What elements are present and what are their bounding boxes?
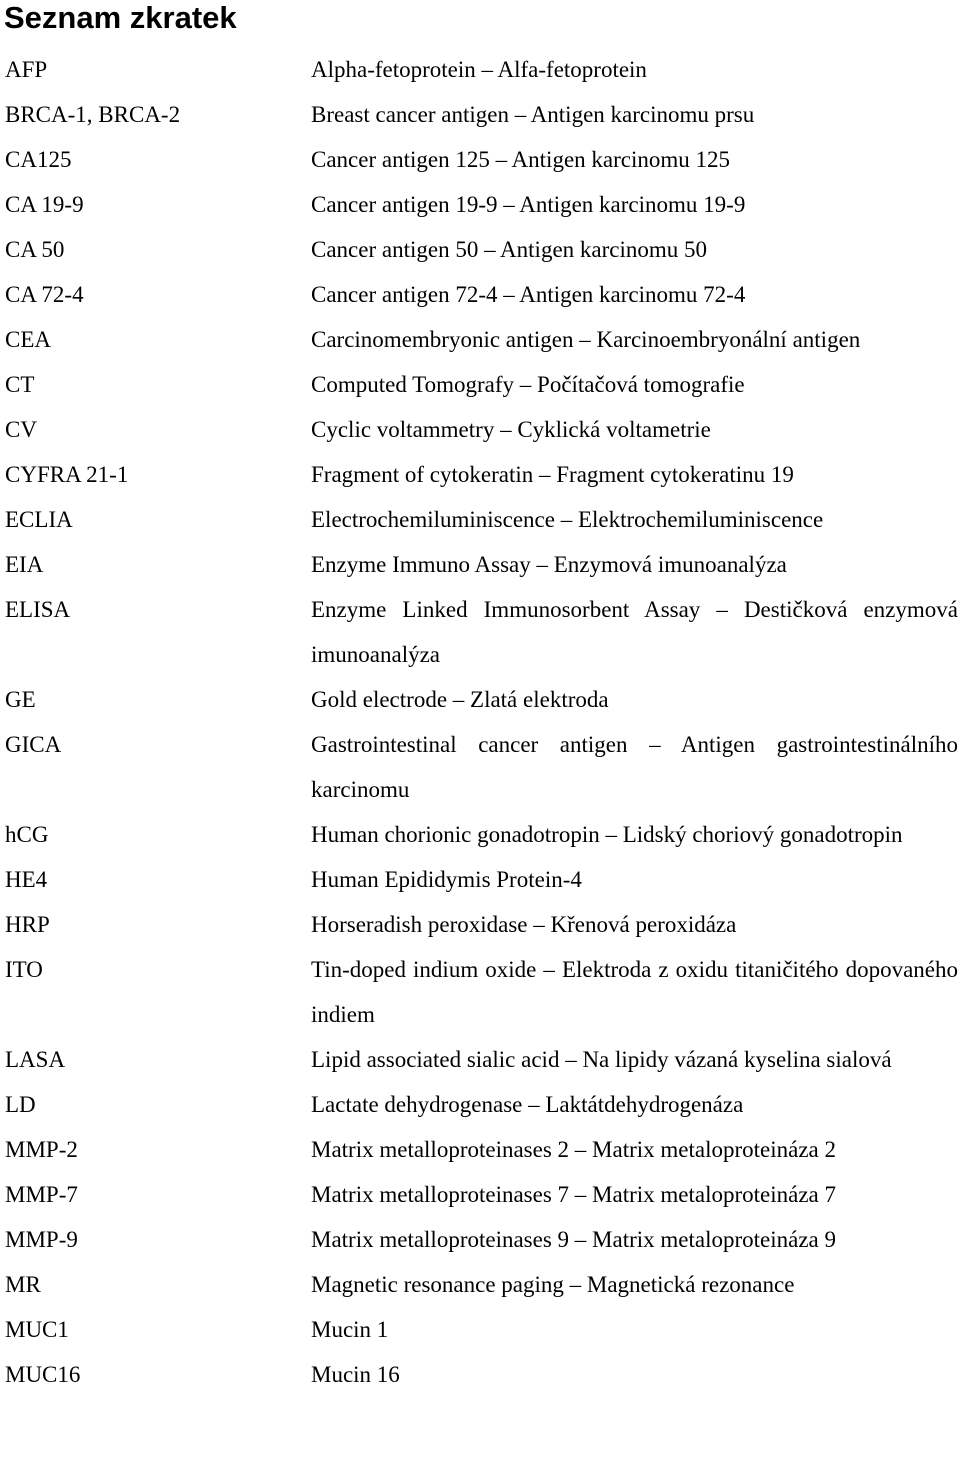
- abbreviation-entry: [0, 452, 960, 497]
- abbreviation-term: AFP: [5, 57, 48, 82]
- abbreviation-entry: [0, 812, 960, 857]
- abbreviation-entry: [0, 1262, 960, 1307]
- abbreviation-term: CA125: [5, 147, 72, 172]
- abbreviation-entry: [0, 497, 960, 542]
- abbreviation-definition: Enzyme Linked Immunosorbent Assay – Destičková enzymová imunoanalýza: [311, 597, 958, 667]
- abbreviation-entry: [0, 1217, 960, 1262]
- abbreviation-term: LD: [5, 1092, 36, 1117]
- abbreviation-definition: Matrix metalloproteinases 2 – Matrix metaloproteináza 2: [311, 1137, 837, 1162]
- abbreviation-definition: Mucin 1: [311, 1317, 389, 1342]
- abbreviation-term: GICA: [5, 732, 62, 757]
- abbreviation-definition: Matrix metalloproteinases 9 – Matrix metaloproteináza 9: [311, 1227, 837, 1252]
- abbreviation-term: MUC1: [5, 1317, 69, 1342]
- abbreviation-entry: [0, 542, 960, 587]
- abbreviation-definition: Cyclic voltammetry – Cyklická voltametrie: [311, 417, 711, 442]
- abbreviation-entry: [0, 1172, 960, 1217]
- abbreviation-definition: Matrix metalloproteinases 7 – Matrix metaloproteináza 7: [311, 1182, 837, 1207]
- abbreviation-definition: Human Epididymis Protein-4: [311, 867, 582, 892]
- abbreviation-term: CA 19-9: [5, 192, 84, 217]
- abbreviation-entry: [0, 1082, 960, 1127]
- abbreviation-entry: [0, 587, 960, 677]
- abbreviation-definition: Fragment of cytokeratin – Fragment cytokeratinu 19: [311, 462, 794, 487]
- abbreviation-term: EIA: [5, 552, 44, 577]
- abbreviation-entry: [0, 47, 960, 92]
- abbreviation-definition: Lipid associated sialic acid – Na lipidy vázaná kyselina sialová: [311, 1047, 892, 1072]
- abbreviation-entry: [0, 92, 960, 137]
- abbreviation-term: HRP: [5, 912, 50, 937]
- abbreviation-term: ITO: [5, 957, 43, 982]
- abbreviation-term: CA 50: [5, 237, 65, 262]
- abbreviation-list: [0, 47, 960, 1397]
- abbreviation-definition: Cancer antigen 125 – Antigen karcinomu 125: [311, 147, 731, 172]
- abbreviation-definition: Gastrointestinal cancer antigen – Antigen gastrointestinálního karcinomu: [311, 732, 958, 802]
- abbreviation-entry: [0, 1352, 960, 1397]
- abbreviation-entry: [0, 182, 960, 227]
- abbreviation-entry: [0, 272, 960, 317]
- abbreviation-term: MMP-7: [5, 1182, 78, 1207]
- abbreviation-definition: Mucin 16: [311, 1362, 400, 1387]
- abbreviation-definition: Alpha-fetoprotein – Alfa-fetoprotein: [311, 57, 647, 82]
- abbreviation-definition: Cancer antigen 50 – Antigen karcinomu 50: [311, 237, 708, 262]
- abbreviation-definition: Human chorionic gonadotropin – Lidský choriový gonadotropin: [311, 822, 903, 847]
- abbreviation-entry: [0, 857, 960, 902]
- abbreviation-definition: Gold electrode – Zlatá elektroda: [311, 687, 609, 712]
- abbreviation-term: hCG: [5, 822, 49, 847]
- abbreviation-entry: [0, 407, 960, 452]
- abbreviation-definition: Breast cancer antigen – Antigen karcinomu prsu: [311, 102, 755, 127]
- abbreviation-term: CA 72-4: [5, 282, 84, 307]
- abbreviation-term: ELISA: [5, 597, 71, 622]
- abbreviation-definition: Tin-doped indium oxide – Elektroda z oxidu titaničitého dopovaného indiem: [311, 957, 958, 1027]
- abbreviation-definition: Cancer antigen 72-4 – Antigen karcinomu 72-4: [311, 282, 746, 307]
- abbreviation-term: MMP-2: [5, 1137, 78, 1162]
- abbreviation-entry: [0, 1037, 960, 1082]
- page-title: Seznam zkratek: [4, 0, 237, 35]
- abbreviation-term: CT: [5, 372, 35, 397]
- abbreviation-entry: [0, 362, 960, 407]
- abbreviation-entry: [0, 902, 960, 947]
- abbreviation-term: GE: [5, 687, 36, 712]
- abbreviation-term: CEA: [5, 327, 51, 352]
- abbreviation-entry: [0, 677, 960, 722]
- abbreviation-term: LASA: [5, 1047, 66, 1072]
- abbreviation-term: MR: [5, 1272, 41, 1297]
- abbreviation-term: HE4: [5, 867, 48, 892]
- abbreviation-definition: Enzyme Immuno Assay – Enzymová imunoanalýza: [311, 552, 787, 577]
- abbreviation-entry: [0, 137, 960, 182]
- abbreviation-entry: [0, 1127, 960, 1172]
- abbreviation-definition: Cancer antigen 19-9 – Antigen karcinomu 19-9: [311, 192, 746, 217]
- abbreviation-entry: [0, 947, 960, 1037]
- abbreviation-definition: Carcinomembryonic antigen – Karcinoembryonální antigen: [311, 327, 861, 352]
- abbreviation-definition: Electrochemiluminiscence – Elektrochemiluminiscence: [311, 507, 824, 532]
- abbreviation-term: CYFRA 21-1: [5, 462, 129, 487]
- abbreviation-term: CV: [5, 417, 37, 442]
- abbreviation-definition: Computed Tomografy – Počítačová tomografie: [311, 372, 745, 397]
- abbreviation-entry: [0, 722, 960, 812]
- abbreviation-definition: Lactate dehydrogenase – Laktátdehydrogenáza: [311, 1092, 744, 1117]
- abbreviation-definition: Horseradish peroxidase – Křenová peroxidáza: [311, 912, 737, 937]
- abbreviation-term: MUC16: [5, 1362, 81, 1387]
- abbreviation-term: ECLIA: [5, 507, 73, 532]
- abbreviation-term: BRCA-1, BRCA-2: [5, 102, 181, 127]
- abbreviation-entry: [0, 1307, 960, 1352]
- abbreviation-term: MMP-9: [5, 1227, 78, 1252]
- abbreviation-entry: [0, 227, 960, 272]
- abbreviation-definition: Magnetic resonance paging – Magnetická rezonance: [311, 1272, 795, 1297]
- abbreviation-entry: [0, 317, 960, 362]
